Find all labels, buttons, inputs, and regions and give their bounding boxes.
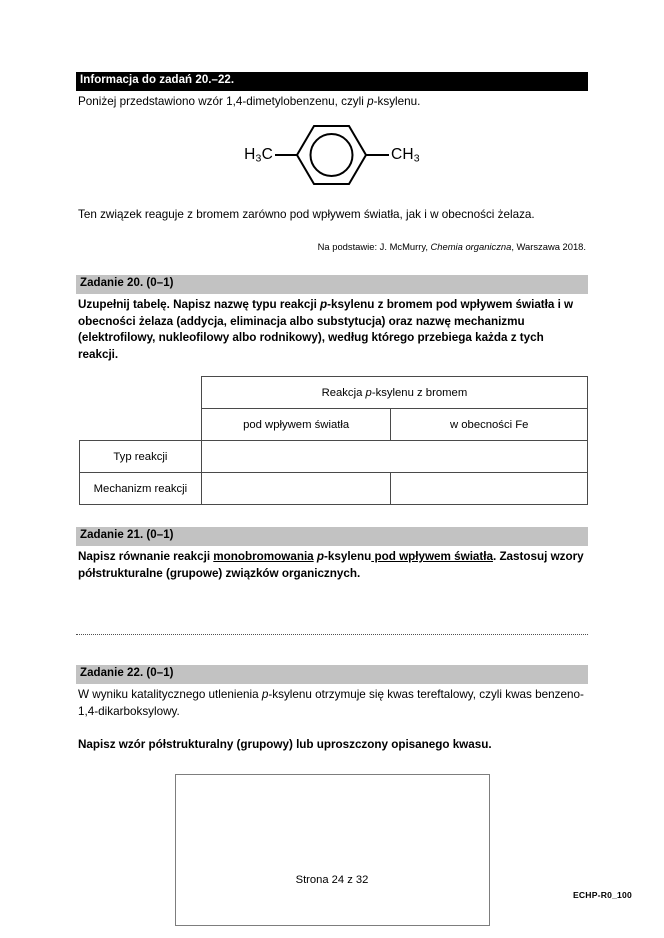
header-span-italic-p: p bbox=[365, 386, 372, 399]
methyl-group-right-label bbox=[391, 146, 420, 164]
task-21-banner: Zadanie 21. (0–1) bbox=[76, 527, 588, 546]
sheet-code-footer: ECHP-R0_100 bbox=[572, 890, 632, 900]
task-21-instruction-pre: Napisz równanie reakcji bbox=[78, 550, 214, 564]
task-22-intro bbox=[76, 687, 588, 721]
table-header-row-2 bbox=[80, 409, 588, 441]
answer-cell-type-light[interactable] bbox=[201, 441, 391, 473]
answer-cell-type-iron[interactable] bbox=[391, 441, 588, 473]
task-20-instruction-part1: Uzupełnij tabelę. Napisz nazwę typu reakcji bbox=[78, 298, 321, 312]
task-22-instruction: Napisz wzór półstrukturalny (grupowy) lub uproszczony opisanego kwasu. bbox=[78, 737, 492, 751]
task-22-banner: Zadanie 22. (0–1) bbox=[76, 665, 588, 684]
task-22-intro-italic-p: p bbox=[261, 687, 269, 701]
task-21-instruction-post: . Zastosuj wzory półstrukturalne (grupowe) związków organicznych. bbox=[78, 550, 584, 580]
info-intro-paragraph bbox=[76, 94, 588, 111]
table-rowlabel-mechanism: Mechanizm reakcji bbox=[80, 473, 202, 505]
page-content bbox=[76, 72, 588, 926]
header-span-post: -ksylenu z bromem bbox=[371, 386, 468, 399]
info-section-banner: Informacja do zadań 20.–22. bbox=[76, 72, 588, 91]
source-title: Chemia organiczna bbox=[430, 241, 512, 253]
info-intro-pre: Poniżej przedstawiono wzór 1,4-dimetylobenzenu, czyli bbox=[78, 94, 368, 108]
task-21-underline-monobromowania: monobromowania bbox=[213, 550, 314, 564]
source-pre: Na podstawie: J. McMurry, bbox=[317, 241, 431, 253]
task-20-instruction-italic-p: p bbox=[320, 298, 328, 312]
methyl-group-left-label bbox=[244, 146, 273, 164]
info-intro-italic-p: p bbox=[367, 94, 374, 108]
table-subheader-iron: w obecności Fe bbox=[391, 409, 588, 441]
answer-cell-mechanism-iron[interactable] bbox=[391, 473, 588, 505]
benzene-ring-icon bbox=[273, 119, 391, 191]
methyl-left-h: H bbox=[244, 146, 256, 164]
source-post: , Warszawa 2018. bbox=[511, 241, 586, 253]
info-intro-post: -ksylenu. bbox=[373, 94, 421, 108]
table-corner-cell-2 bbox=[80, 409, 202, 441]
table-rowlabel-reaction-type: Typ reakcji bbox=[80, 441, 202, 473]
task-21-underline-light: pod wpływem światła bbox=[371, 550, 493, 564]
methyl-right-ch: CH bbox=[391, 146, 414, 164]
answer-cell-mechanism-light[interactable] bbox=[201, 473, 391, 505]
task-21-instruction bbox=[76, 549, 588, 582]
task-21-mid: -ksylenu bbox=[324, 550, 372, 564]
task-22-intro-pre: W wyniku katalitycznego utlenienia bbox=[78, 687, 262, 701]
p-xylene-structure-figure bbox=[76, 119, 588, 191]
task-20-instruction-part2: -ksylenu z bromem pod wpływem światła i w obecności żelaza (addycja, eliminacja albo substytucja) oraz nazwę mechanizmu (elektrofilowy, nukleofilowy albo rodnikowy), według którego przebiega każda z tych reakcji. bbox=[78, 298, 574, 361]
header-span-pre: Reakcja bbox=[321, 386, 366, 399]
table-subheader-light: pod wpływem światła bbox=[201, 409, 391, 441]
methyl-left-c: C bbox=[261, 146, 273, 164]
source-attribution bbox=[76, 241, 588, 253]
methyl-right-subscript: 3 bbox=[413, 152, 420, 165]
task-20-instruction bbox=[76, 297, 588, 363]
table-row bbox=[80, 473, 588, 505]
task-21-italic-p: p bbox=[313, 550, 325, 564]
table-header-row-1 bbox=[80, 377, 588, 409]
task-20-banner: Zadanie 20. (0–1) bbox=[76, 275, 588, 294]
info-followup-paragraph: Ten związek reaguje z bromem zarówno pod wpływem światła, jak i w obecności żelaza. bbox=[78, 208, 535, 222]
reaction-table bbox=[79, 376, 588, 505]
page-number-footer: Strona 24 z 32 bbox=[295, 874, 369, 886]
table-header-reaction-span bbox=[201, 377, 587, 409]
table-corner-cell bbox=[80, 377, 202, 409]
task-22-answer-box[interactable] bbox=[175, 774, 490, 926]
task-22-intro-post: -ksylenu otrzymuje się kwas tereftalowy, czyli kwas benzeno-1,4-dikarboksylowy. bbox=[78, 687, 584, 718]
methyl-left-subscript: 3 bbox=[255, 152, 262, 165]
table-row bbox=[80, 441, 588, 473]
